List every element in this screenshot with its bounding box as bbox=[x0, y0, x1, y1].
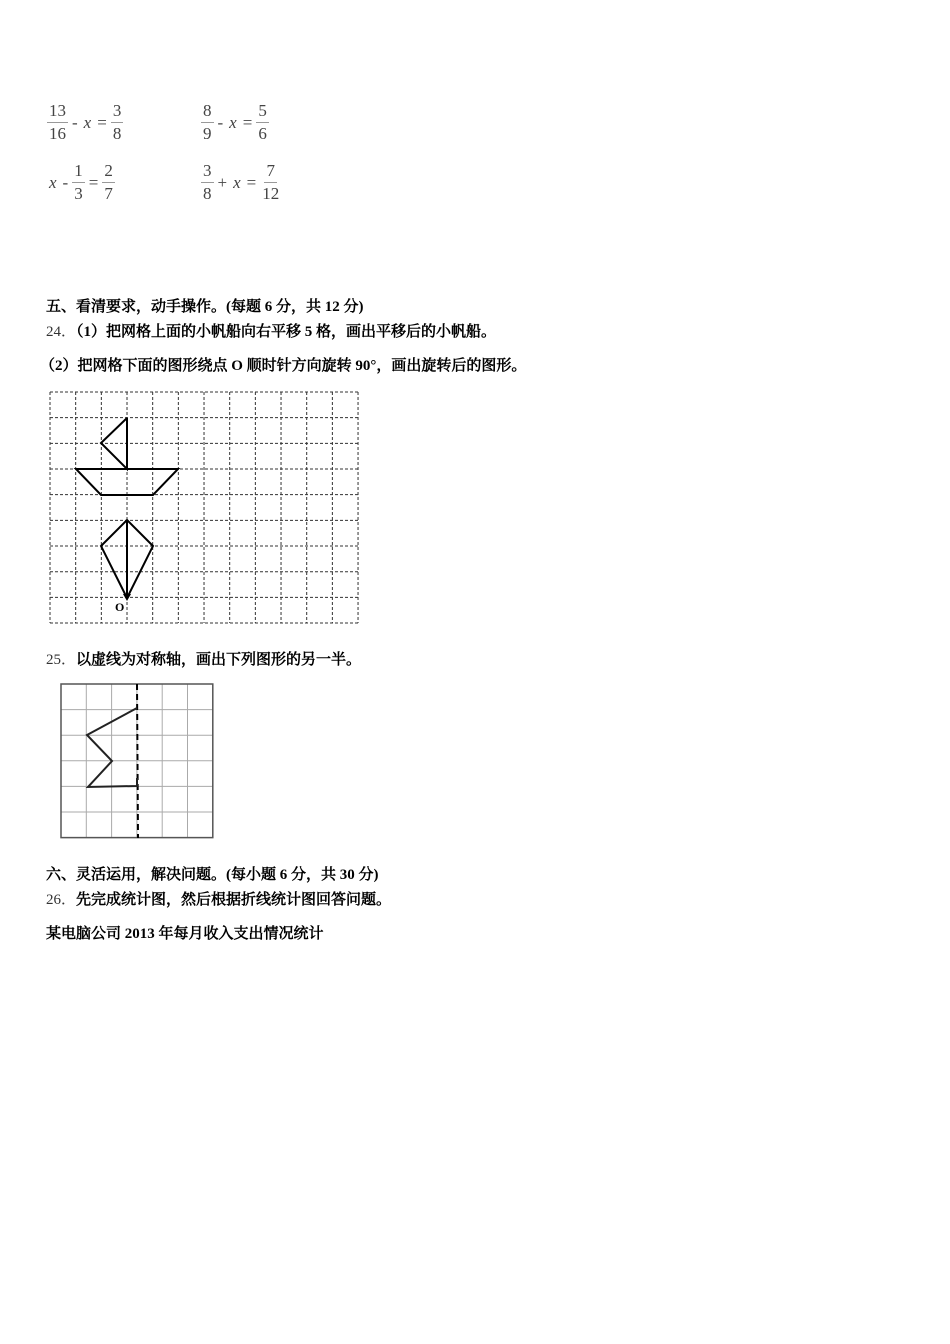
operator: + bbox=[217, 172, 228, 192]
numerator: 7 bbox=[264, 160, 277, 183]
operator: - bbox=[217, 112, 224, 132]
numerator: 13 bbox=[47, 100, 68, 123]
numerator: 3 bbox=[111, 100, 124, 123]
question-24-part1: （1）把网格上面的小帆船向右平移 5 格，画出平移后的小帆船。 bbox=[76, 324, 497, 340]
denominator: 6 bbox=[258, 124, 267, 143]
equals: = bbox=[97, 112, 107, 132]
question-25-text: 以虚线为对称轴，画出下列图形的另一半。 bbox=[76, 652, 362, 668]
equals: = bbox=[88, 172, 99, 192]
numerator: 1 bbox=[72, 160, 85, 183]
numerator: 2 bbox=[102, 160, 115, 183]
section6-heading: 六、灵活运用，解决问题。(每小题 6 分，共 30 分) bbox=[46, 867, 379, 883]
question-24-part2: （2）把网格下面的图形绕点 O 顺时针方向旋转 90°，画出旋转后的图形。 bbox=[40, 358, 527, 374]
numerator: 3 bbox=[201, 160, 214, 183]
denominator: 8 bbox=[203, 184, 212, 203]
numerator: 5 bbox=[256, 100, 269, 123]
operator: - bbox=[62, 172, 69, 192]
numerator: 8 bbox=[201, 100, 214, 123]
denominator: 12 bbox=[262, 184, 280, 203]
denominator: 16 bbox=[49, 124, 66, 143]
denominator: 7 bbox=[104, 184, 113, 203]
question-number: 25． bbox=[46, 652, 77, 668]
point-o-label: O bbox=[115, 600, 125, 614]
variable: x bbox=[233, 172, 241, 192]
question-26-text: 先完成统计图，然后根据折线统计图回答问题。 bbox=[76, 892, 392, 908]
denominator: 9 bbox=[203, 124, 212, 143]
section5-heading: 五、看清要求，动手操作。(每题 6 分，共 12 分) bbox=[46, 299, 364, 315]
question-number: 24． bbox=[46, 324, 77, 340]
chart-title: 某电脑公司 2013 年每月收入支出情况统计 bbox=[46, 926, 324, 942]
variable: x bbox=[49, 172, 57, 192]
equals: = bbox=[246, 172, 257, 192]
variable: x bbox=[83, 112, 92, 132]
equals: = bbox=[242, 112, 253, 132]
operator: - bbox=[72, 112, 78, 132]
denominator: 8 bbox=[112, 124, 122, 143]
denominator: 3 bbox=[74, 184, 83, 203]
variable: x bbox=[229, 112, 237, 132]
question-number: 26． bbox=[46, 892, 77, 908]
question-26 bbox=[46, 888, 391, 909]
